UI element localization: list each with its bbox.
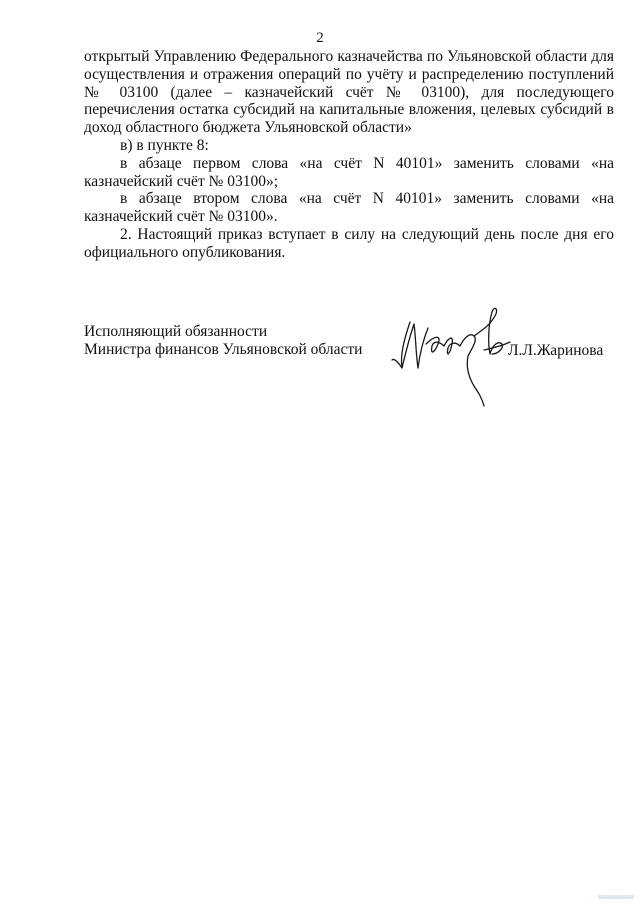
signatory-position-line2: Министра финансов Ульяновской области [84,341,363,358]
document-body [84,48,614,262]
paragraph-first-subparagraph-change: в абзаце первом слова «на счёт N 40101» заменить словами «на казначейский счёт № 03100»; [84,154,614,190]
signatory-position-line1: Исполняющий обязанности [84,323,268,340]
signatory-name: Л.Л.Жаринова [508,342,604,359]
paragraph-effective-date: 2. Настоящий приказ вступает в силу на следующий день после дня его официального опубликования. [84,225,614,261]
handwritten-signature [388,300,528,410]
page-number: 2 [316,30,324,46]
scan-edge-mark [598,895,634,899]
paragraph-second-subparagraph-change: в абзаце втором слова «на счёт N 40101» заменить словами «на казначейский счёт № 03100». [84,190,614,226]
paragraph-clause-8-heading: в) в пункте 8: [120,136,209,154]
paragraph-account-description: открытый Управлению Федерального казначейства по Ульяновской области для осуществления и отражения операций по учёту и распределению поступлений № 03100 (далее – казначейский счёт № 03100), для последующего перечисления остатка субсидий на капитальные вложения, целевых субсидий в доход областного бюджета Ульяновской области» [84,48,614,137]
